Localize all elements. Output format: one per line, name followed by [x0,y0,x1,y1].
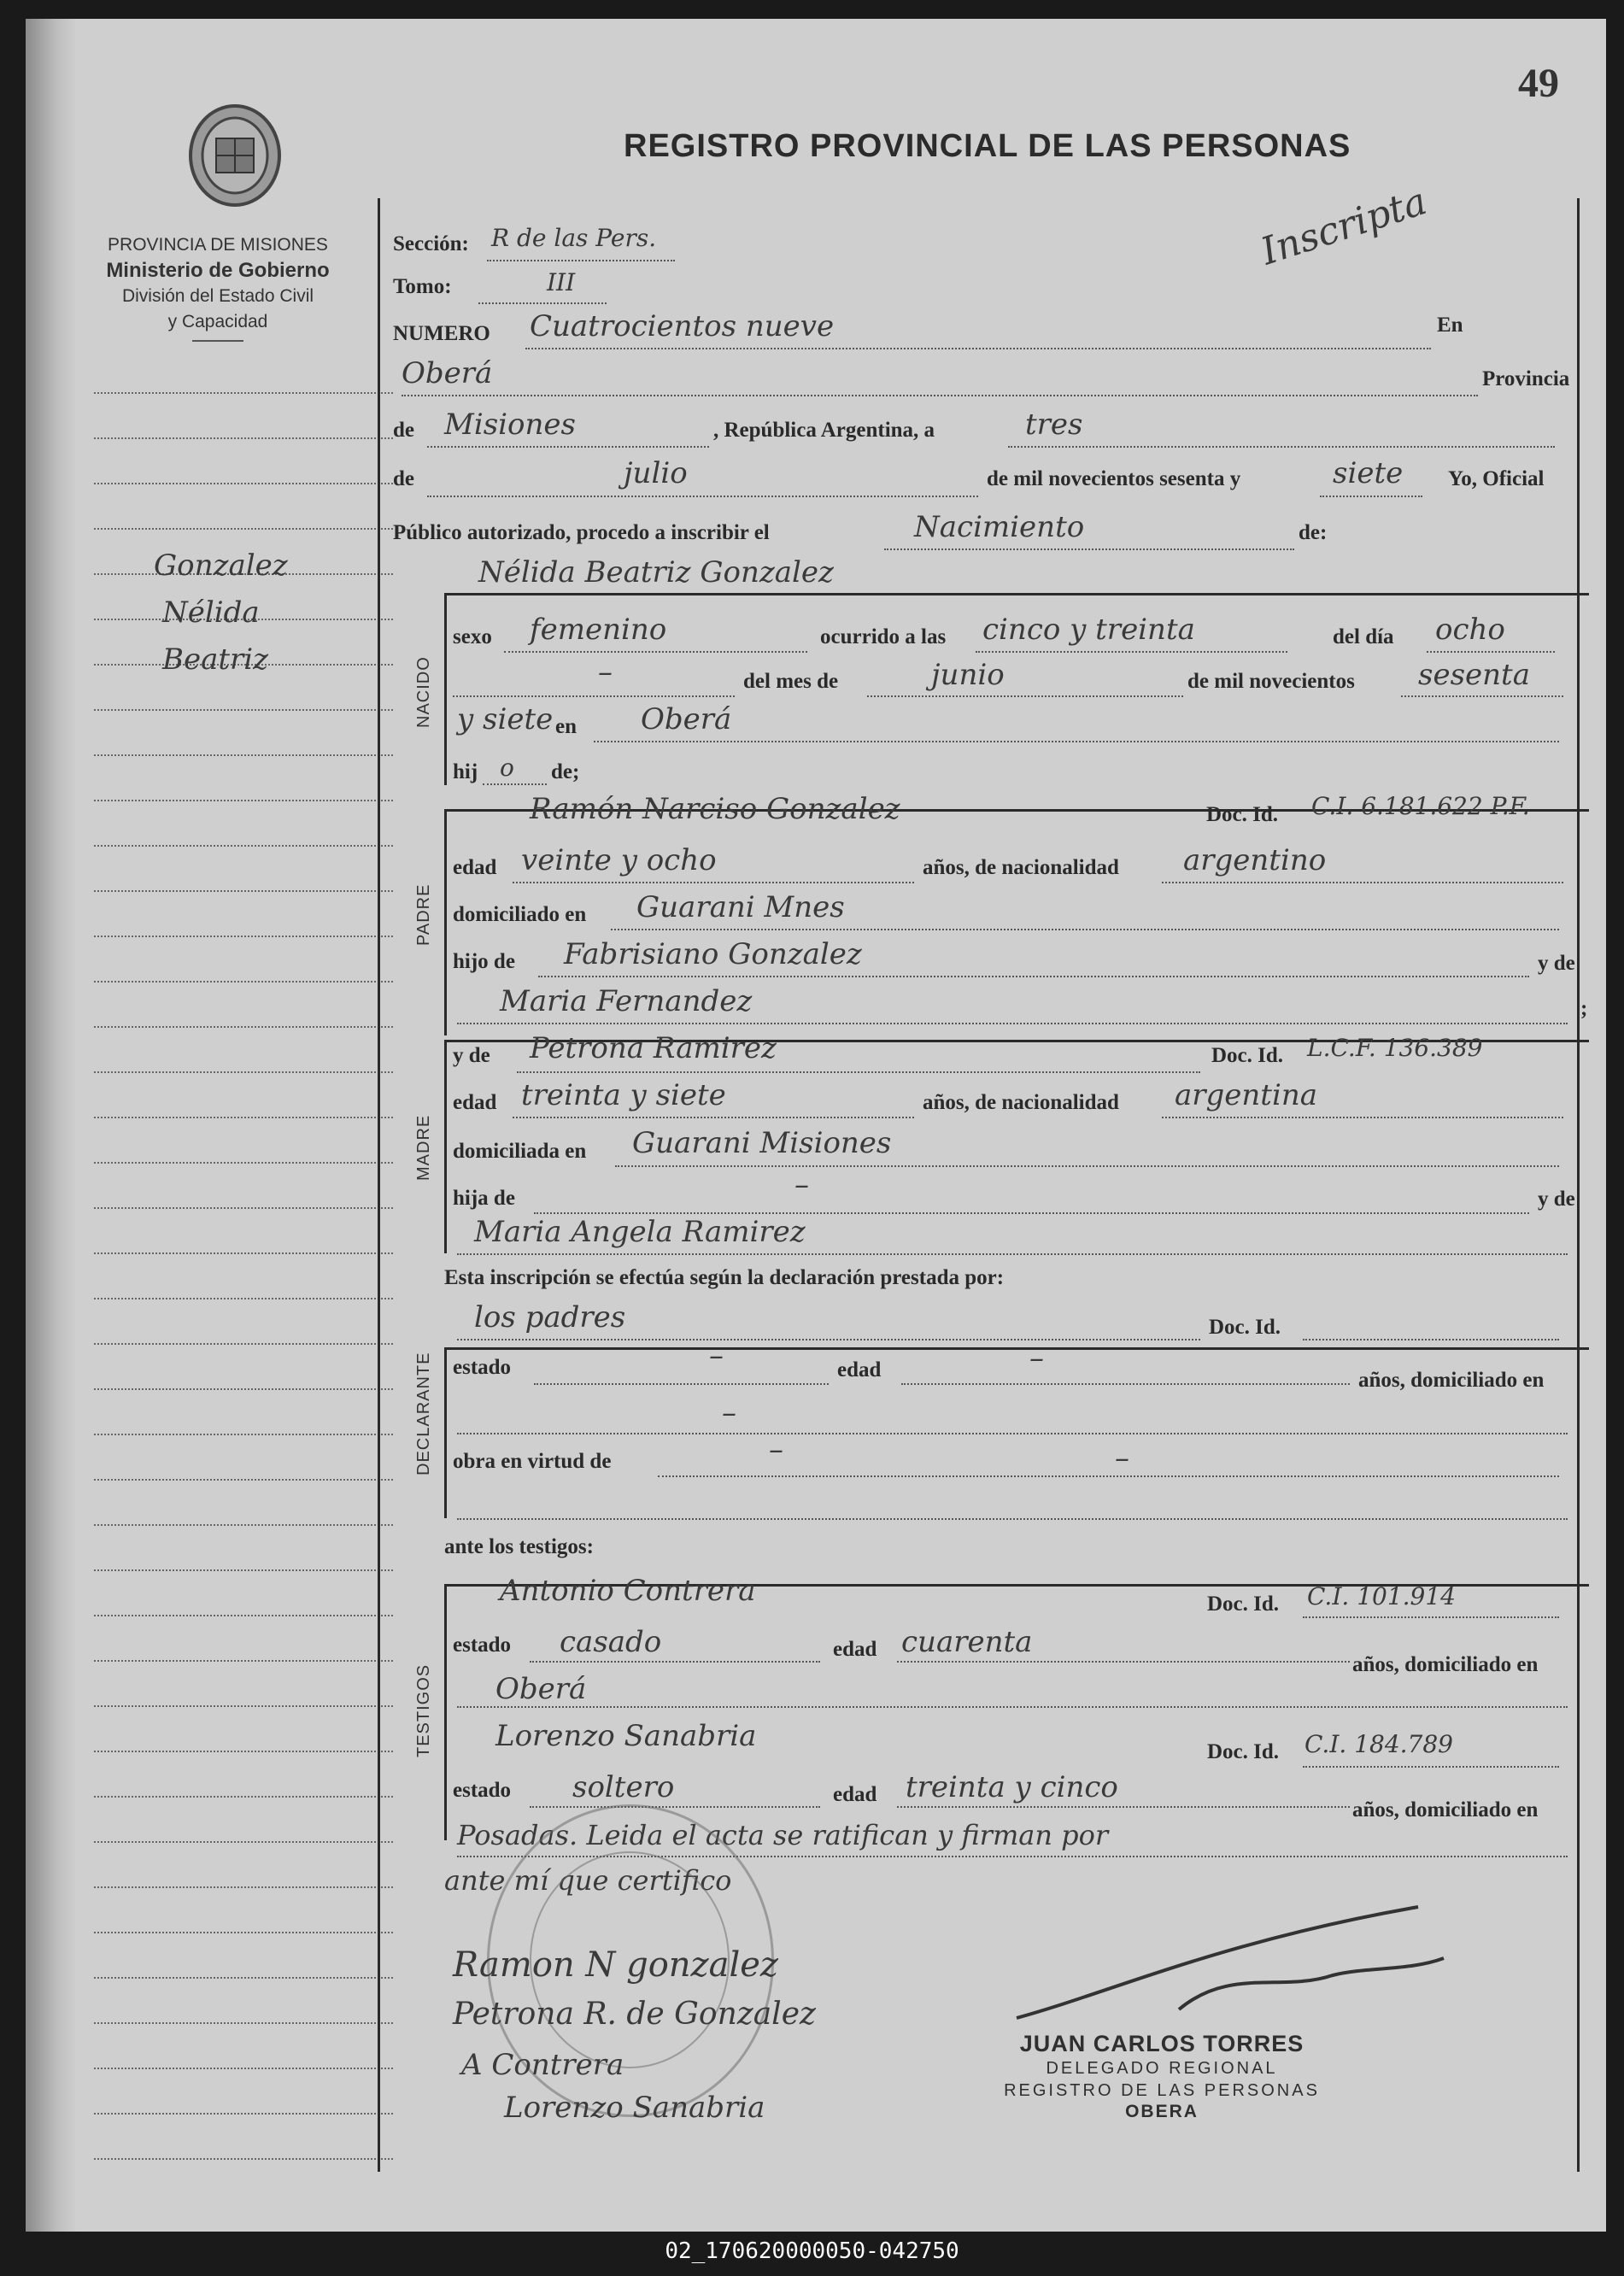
madre-dom-value: Guarani Misiones [632,1126,892,1160]
hij-de-label: de; [551,760,580,783]
document-page [26,19,1606,2232]
provincia-value: Misiones [444,408,576,442]
testigo2-nombre: Lorenzo Sanabria [495,1719,757,1753]
seccion-value: R de las Pers. [491,224,657,252]
testigo2-estado-value: soltero [572,1770,675,1804]
madre-nac-label: años, de nacionalidad [923,1091,1119,1114]
form-right-border [1577,198,1580,2172]
form-left-border [378,198,380,2172]
dia-value: tres [1025,408,1083,442]
testigo2-anos-label: años, domiciliado en [1352,1798,1539,1821]
signature-madre: Petrona R. de Gonzalez [453,1997,816,2032]
image-caption: 02_170620000050-042750 [665,2238,959,2264]
padre-doc-label: Doc. Id. [1206,803,1279,826]
mes-value: julio [624,456,688,490]
testigo2-doc-label: Doc. Id. [1207,1740,1280,1763]
signature-padre: Ramon N gonzalez [453,1945,778,1985]
obra-value-2: – [1115,1441,1129,1475]
official-signature [1008,1890,1452,2035]
seccion-label: Sección: [393,232,469,255]
nacido-top-line [444,593,1589,595]
signature-testigo2: Lorenzo Sanabria [504,2091,765,2125]
declarante-bracket [444,1347,447,1518]
madre-nombre: Petrona Ramirez [530,1031,777,1065]
testigo1-dom-value: Oberá [495,1672,587,1706]
testigo2-dom-value: Posadas. Leida el acta se ratifican y firman por [457,1819,1109,1851]
anio-nac-1: sesenta [1418,658,1530,692]
declarante-nombre: los padres [474,1300,626,1335]
anio-nac-2: y siete [457,702,554,736]
numero-label: NUMERO [393,322,490,345]
padre-edad-value: veinte y ocho [521,843,717,877]
dia-nac-value: ocho [1435,613,1505,647]
en-nac-label: en [555,715,577,738]
madre-edad-label: edad [453,1091,497,1114]
padre-hijo-label: hijo de [453,950,515,973]
declarante-top-line [444,1347,1589,1350]
nacido-side-label: NACIDO [414,656,433,728]
testigo1-estado-value: casado [560,1625,662,1659]
signature-testigo1: A Contrera [461,2048,624,2082]
anio-value: siete [1333,456,1404,490]
lugar-value: Oberá [402,356,493,390]
padre-edad-label: edad [453,856,497,879]
delmes-label: del mes de [743,670,839,693]
official-office: REGISTRO DE LAS PERSONAS [1004,2081,1320,2100]
declarante-edad-value: – [1029,1341,1044,1376]
declarante-dom-value: – [722,1396,736,1430]
margin-surname: Gonzalez [154,548,288,583]
ministry-name: Ministerio de Gobierno [106,259,330,282]
testigo2-estado-label: estado [453,1779,512,1802]
province-name: PROVINCIA DE MISIONES [108,235,328,255]
testigo1-nombre: Antonio Contrera [500,1574,756,1608]
madre-yde2-label: y de [1538,1188,1575,1211]
padre-yde-label: y de [1538,952,1575,975]
hij-value: o [500,754,514,782]
madre-hija-label: hija de [453,1187,515,1210]
mes-nac-value: junio [931,658,1005,692]
padre-doc-value: C.I. 6.181.622 P.F. [1311,792,1530,820]
declarante-side-label: DECLARANTE [414,1352,433,1475]
declarante-intro: Esta inscripción se efectúa según la declaración prestada por: [444,1266,1005,1289]
testigo1-doc-value: C.I. 101.914 [1307,1582,1456,1610]
provincial-crest [184,100,286,211]
padre-hijo-value: Fabrisiano Gonzalez [564,937,862,971]
testigo1-anos-label: años, domiciliado en [1352,1653,1539,1676]
nacido-bracket [444,593,447,785]
hora-value: cinco y treinta [982,613,1195,647]
testigo2-doc-value: C.I. 184.789 [1304,1730,1453,1758]
tomo-value: III [547,268,576,296]
sexo-value: femenino [530,613,667,647]
nacido-nombre: Nélida Beatriz Gonzalez [478,555,834,590]
padre-bracket [444,809,447,1035]
testigo1-edad-value: cuarenta [901,1625,1033,1659]
issuing-authority [77,232,359,342]
official-signature-block [965,2031,1358,2122]
deldia-label: del día [1333,625,1394,648]
hij-label: hij [453,760,478,783]
declarante-edad-label: edad [837,1358,882,1381]
provincia-label: Provincia [1482,367,1570,390]
ocurrido-label: ocurrido a las [820,625,947,648]
obra-label: obra en virtud de [453,1450,612,1473]
document-title: REGISTRO PROVINCIAL DE LAS PERSONAS [624,128,1351,164]
official-name: JUAN CARLOS TORRES [1019,2031,1304,2056]
declarante-anos-label: años, domiciliado en [1358,1369,1545,1392]
declarante-estado-label: estado [453,1356,512,1379]
book-binding [26,19,77,2232]
padre-semicolon: ; [1580,997,1588,1020]
division-name-2: y Capacidad [167,312,268,331]
padre-dom-label: domiciliado en [453,903,587,926]
testigo1-doc-label: Doc. Id. [1207,1593,1280,1616]
madre-edad-value: treinta y siete [521,1078,726,1112]
padre-madre-value: Maria Fernandez [500,984,753,1018]
madre-doc-value: L.C.F. 136.389 [1307,1034,1483,1062]
tomo-label: Tomo: [393,275,452,298]
sexo-label: sexo [453,625,492,648]
de3-label: de: [1299,521,1328,544]
madre-bracket [444,1040,447,1253]
padre-nombre: Ramón Narciso Gonzalez [530,792,900,826]
padre-nac-label: años, de nacionalidad [923,856,1119,879]
padre-dom-value: Guarani Mnes [636,890,845,924]
madre-nac-value: argentina [1175,1078,1318,1112]
official-city: OBERA [1125,2102,1199,2121]
acto-value: Nacimiento [914,510,1085,544]
lugar-nac-value: Oberá [641,702,732,736]
milnov-label: de mil novecientos sesenta y [987,467,1241,490]
margin-name-1: Nélida [162,595,260,630]
division-name: División del Estado Civil [121,286,314,306]
madre-side-label: MADRE [414,1114,433,1181]
testigo1-estado-label: estado [453,1634,512,1657]
de-label: de [393,419,414,442]
numero-value: Cuatrocientos nueve [530,309,835,343]
madre-dom-label: domiciliada en [453,1140,587,1163]
en-label: En [1437,314,1463,337]
madre-hija-value: – [794,1168,809,1202]
testigo2-edad-label: edad [833,1783,877,1806]
de2-label: de [393,467,414,490]
page-number: 49 [1518,61,1559,106]
padre-side-label: PADRE [414,883,433,946]
declarante-doc-label: Doc. Id. [1209,1316,1281,1339]
testigos-bracket [444,1584,447,1840]
margin-name-2: Beatriz [162,642,269,677]
declarante-estado-value: – [709,1339,724,1373]
divider [192,340,243,342]
testigo1-edad-label: edad [833,1638,877,1661]
inscribed-stamp: Inscripta [1256,179,1433,274]
testigos-intro: ante los testigos: [444,1535,594,1558]
obra-value: – [769,1433,783,1467]
madre-doc-label: Doc. Id. [1211,1044,1284,1067]
official-role: DELEGADO REGIONAL [1046,2059,1278,2078]
demil-label: de mil novecientos [1187,670,1355,693]
testigos-side-label: TESTIGOS [414,1663,433,1757]
padre-nac-value: argentino [1183,843,1327,877]
republica-label: , República Argentina, a [713,419,935,442]
publico-label: Público autorizado, procedo a inscribir el [393,521,770,544]
madre-madre-value: Maria Angela Ramirez [474,1215,806,1249]
yo-oficial-label: Yo, Oficial [1448,467,1545,490]
testigo2-edad-value: treinta y cinco [906,1770,1118,1804]
testigo2-dom-value-2: ante mí que certifico [444,1864,732,1897]
dash-value: – [598,655,613,689]
madre-yde-label: y de [453,1044,490,1067]
